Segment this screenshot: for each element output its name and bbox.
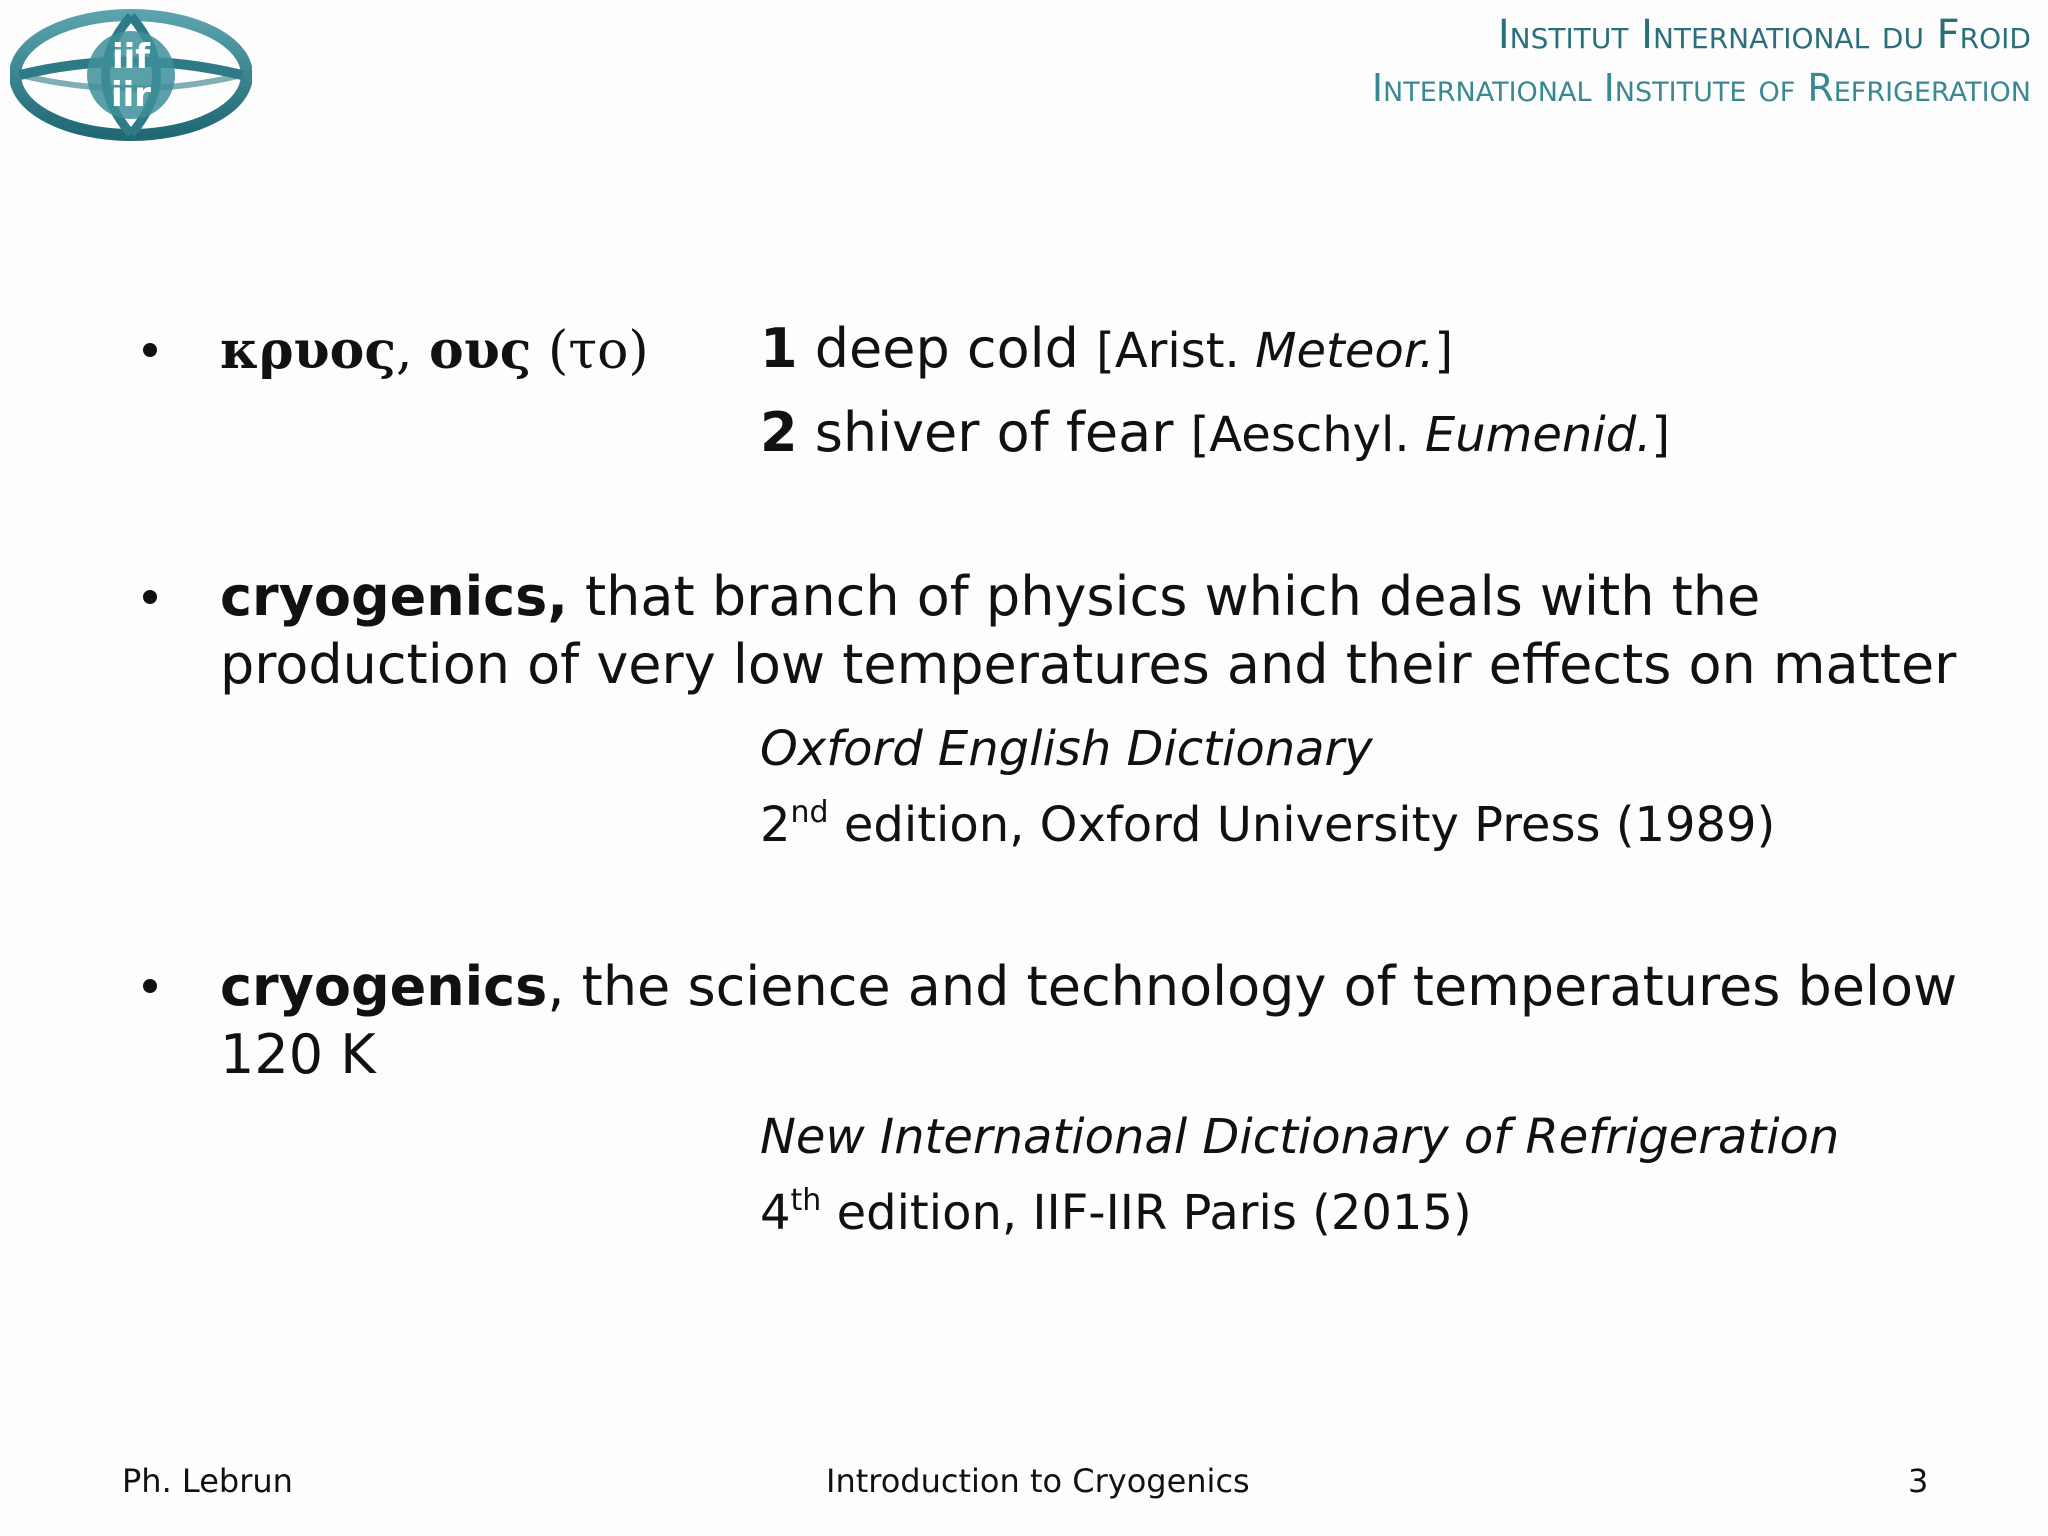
entry-2-definition-start: that branch of physics which deals with the [567,565,1761,628]
entry-3-line-1 [220,956,1957,1018]
entry-2-line-2: production of very low temperatures and their effects on matter [220,633,1957,696]
definition-1 [760,318,1453,382]
definition-2-source: [Aeschyl. Eumenid.] [1190,407,1671,463]
definition-1-text: deep cold [797,317,1097,380]
entry-2-source-title: Oxford English Dictionary [760,721,1373,777]
greek-word: κρυος [220,320,396,381]
definition-2 [760,402,1670,466]
entry-3-line-2: 120 K [220,1023,376,1086]
greek-genitive: ους [429,320,532,381]
iif-iir-globe-logo [10,8,252,142]
definition-2-number: 2 [760,401,798,464]
entry-3-edition: 4th edition, IIF-IIR Paris (2015) [760,1183,1472,1241]
entry-3-definition-start: , the science and technology of temperatures below [547,955,1958,1018]
greek-article: (το) [531,321,649,381]
entry-2-term: cryogenics, [220,565,568,628]
bullet-2 [143,590,157,604]
bullet-3 [143,979,157,993]
entry-3-term: cryogenics [220,955,548,1018]
definition-1-number: 1 [760,317,798,380]
entry-3-source-title: New International Dictionary of Refrigeration [760,1109,1840,1165]
logo-text-bottom: iir [110,75,152,115]
page-number: 3 [1908,1462,1929,1500]
org-name-english: International Institute of Refrigeration [1371,66,2031,110]
footer-author: Ph. Lebrun [122,1462,293,1500]
bullet-1 [143,343,157,357]
org-name-french: Institut International du Froid [1497,12,2031,58]
logo-text-top: iif [111,37,151,77]
definition-1-source: [Arist. Meteor.] [1096,323,1454,379]
entry-2-line-1 [220,566,1760,628]
greek-headword [220,320,649,382]
greek-separator: , [395,321,430,381]
definition-2-text: shiver of fear [797,401,1191,464]
entry-2-edition: 2nd edition, Oxford University Press (1989) [760,795,1776,853]
footer-title: Introduction to Cryogenics [826,1462,1250,1500]
